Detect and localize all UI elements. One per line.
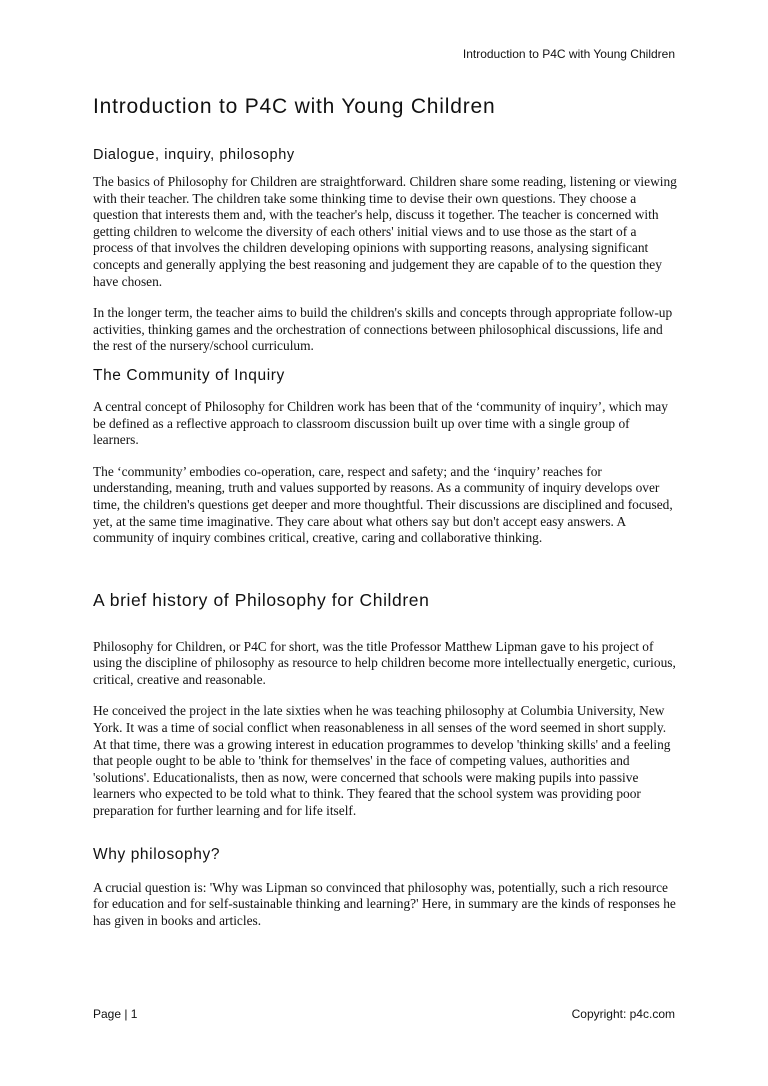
community-paragraph-2: The ‘community’ embodies co-operation, care, respect and safety; and the ‘inquiry’ reaches for understanding, meaning, truth and values supported by reasons. As a community of inquiry develops over time, the children's questions get deeper and more thoughtful. Their discussions are disciplined and focused, yet, at the same time imaginative. They care about what others say but don't accept easy answers. A community of inquiry combines critical, creative, caring and collaborative thinking. — [93, 463, 673, 546]
why-philosophy-heading: Why philosophy? — [93, 845, 221, 863]
history-paragraph-2: He conceived the project in the late sixties when he was teaching philosophy at Columbia University, New York. It was a time of social conflict when reasonableness in all senses of the word seemed in short supply. At that time, there was a growing interest in education programmes to develop 'thinking skills' and a feeling that people ought to be able to 'think for themselves' in the face of competing values, authorities and 'solutions'. Educationalists, then as now, were concerned that schools were making pupils into passive learners who expected to be told what to think. They feared that the school system was providing poor preparation for further learning and for life itself. — [93, 703, 671, 819]
history-paragraph-1: Philosophy for Children, or P4C for short, was the title Professor Matthew Lipman gave to his project of using the discipline of philosophy as resource to help children become more intellectually energetic, curious, critical, creative and reasonable. — [93, 638, 676, 687]
document-subtitle: Dialogue, inquiry, philosophy — [93, 147, 295, 163]
document-content — [93, 94, 677, 944]
community-heading: The Community of Inquiry — [93, 366, 285, 384]
intro-paragraph-1: The basics of Philosophy for Children are straightforward. Children share some reading, listening or viewing with their teacher. The children take some thinking time to devise their own questions. They choose a question that interests them and, with the teacher's help, discuss it together. The teacher is concerned with getting children to welcome the diversity of each others' initial views and to use those as the start of a process of that involves the children developing opinions with supporting reasons, analysing significant concepts and generally applying the best reasoning and judgement they are capable of to the question they have chosen. — [93, 174, 677, 289]
running-header: Introduction to P4C with Young Children — [462, 47, 675, 61]
document-title: Introduction to P4C with Young Children — [93, 95, 496, 118]
intro-paragraph-2: In the longer term, the teacher aims to build the children's skills and concepts through appropriate follow-up activities, thinking games and the orchestration of connections between philosophical discussions, life and the rest of the nursery/school curriculum. — [93, 305, 673, 354]
copyright-notice: Copyright: p4c.com — [571, 1007, 675, 1021]
why-paragraph-1: A crucial question is: 'Why was Lipman so convinced that philosophy was, potentially, such a rich resource for education and for self-sustainable thinking and learning?' Here, in summary are the kinds of responses he has given in books and articles. — [93, 879, 676, 928]
page-number: Page | 1 — [93, 1007, 138, 1021]
history-heading: A brief history of Philosophy for Children — [93, 589, 430, 610]
community-paragraph-1: A central concept of Philosophy for Children work has been that of the ‘community of inquiry’, which may be defined as a reflective approach to classroom discussion built up over time with a single group of learners. — [93, 398, 668, 448]
